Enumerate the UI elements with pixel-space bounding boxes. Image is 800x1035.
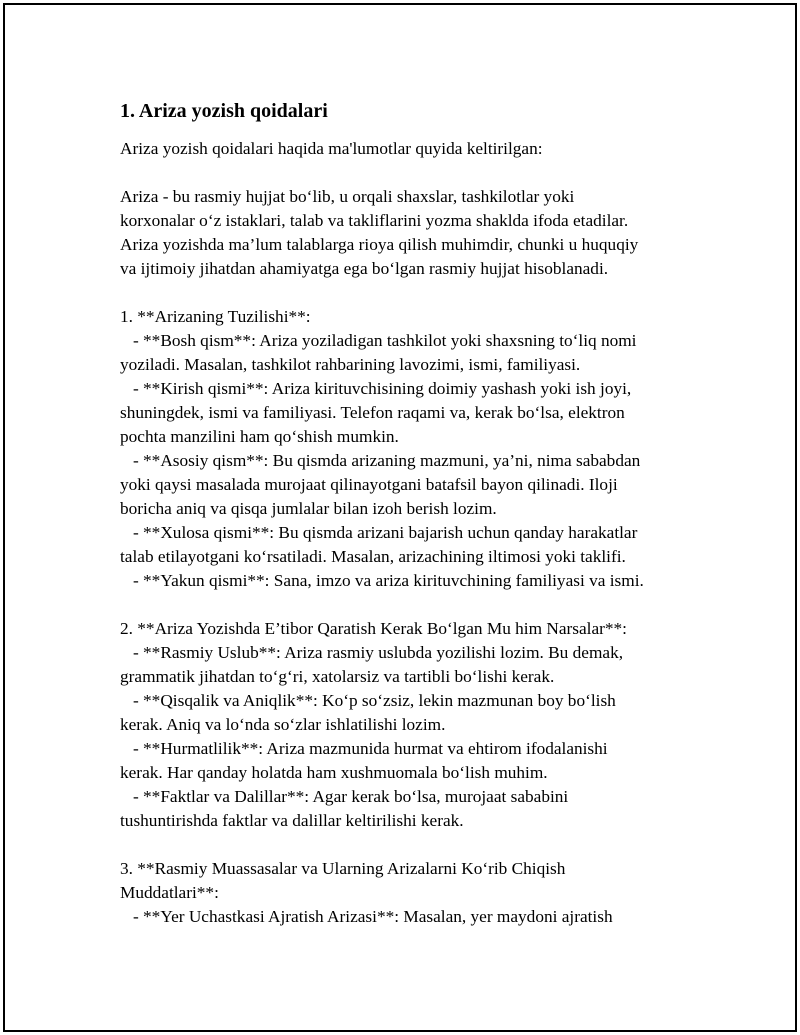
- body-line: - **Faktlar va Dalillar**: Agar kerak bo‘lsa, murojaat sababini: [120, 787, 569, 806]
- document-content: [120, 97, 700, 929]
- body-line: - **Asosiy qism**: Bu qismda arizaning mazmuni, ya’ni, nima sababdan: [120, 451, 641, 470]
- body-line: - **Xulosa qismi**: Bu qismda arizani bajarish uchun qanday harakatlar: [120, 523, 638, 542]
- body-line: - **Yer Uchastkasi Ajratish Arizasi**: Masalan, yer maydoni ajratish: [120, 907, 613, 926]
- document-body: [120, 161, 700, 929]
- body-line: - **Kirish qismi**: Ariza kirituvchisining doimiy yashash yoki ish joyi,: [120, 379, 632, 398]
- body-line: [120, 161, 700, 185]
- body-line: - **Qisqalik va Aniqlik**: Ko‘p so‘zsiz, lekin mazmunan boy bo‘lish: [120, 691, 616, 710]
- body-line: talab etilayotgani ko‘rsatiladi. Masalan, arizachining iltimosi yoki taklifi.: [120, 547, 626, 566]
- body-line: yoki qaysi masalada murojaat qilinayotgani batafsil bayon qilinadi. Iloji: [120, 475, 618, 494]
- body-line: - **Rasmiy Uslub**: Ariza rasmiy uslubda yozilishi lozim. Bu demak,: [120, 643, 624, 662]
- body-line: - **Hurmatlilik**: Ariza mazmunida hurmat va ehtirom ifodalanishi: [120, 739, 608, 758]
- body-line: pochta manzilini ham qo‘shish mumkin.: [120, 427, 399, 446]
- body-line: 2. **Ariza Yozishda E’tibor Qaratish Kerak Bo‘lgan Mu him Narsalar**:: [120, 619, 627, 638]
- body-line: 1. **Arizaning Tuzilishi**:: [120, 307, 311, 326]
- body-line: shuningdek, ismi va familiyasi. Telefon raqami va, kerak bo‘lsa, elektron: [120, 403, 625, 422]
- body-line: kerak. Aniq va lo‘nda so‘zlar ishlatilishi lozim.: [120, 715, 446, 734]
- body-line: [120, 281, 700, 305]
- body-line: 3. **Rasmiy Muassasalar va Ularning Arizalarni Ko‘rib Chiqish: [120, 859, 566, 878]
- body-line: boricha aniq va qisqa jumlalar bilan izoh berish lozim.: [120, 499, 497, 518]
- body-line: [120, 593, 700, 617]
- document-title: 1. Ariza yozish qoidalari: [120, 100, 328, 122]
- body-line: va ijtimoiy jihatdan ahamiyatga ega bo‘lgan rasmiy hujjat hisoblanadi.: [120, 259, 609, 278]
- intro-paragraph: Ariza yozish qoidalari haqida ma'lumotlar quyida keltirilgan:: [120, 139, 543, 158]
- body-line: kerak. Har qanday holatda ham xushmuomala bo‘lish muhim.: [120, 763, 548, 782]
- body-line: Ariza - bu rasmiy hujjat bo‘lib, u orqali shaxslar, tashkilotlar yoki: [120, 187, 575, 206]
- body-line: grammatik jihatdan to‘g‘ri, xatolarsiz va tartibli bo‘lishi kerak.: [120, 667, 555, 686]
- body-line: - **Yakun qismi**: Sana, imzo va ariza kirituvchining familiyasi va ismi.: [120, 571, 644, 590]
- body-line: yoziladi. Masalan, tashkilot rahbarining lavozimi, ismi, familiyasi.: [120, 355, 581, 374]
- body-line: tushuntirishda faktlar va dalillar keltirilishi kerak.: [120, 811, 464, 830]
- body-line: [120, 833, 700, 857]
- body-line: Muddatlari**:: [120, 883, 219, 902]
- body-line: korxonalar o‘z istaklari, talab va takliflarini yozma shaklda ifoda etadilar.: [120, 211, 629, 230]
- body-line: Ariza yozishda ma’lum talablarga rioya qilish muhimdir, chunki u huquqiy: [120, 235, 639, 254]
- body-line: - **Bosh qism**: Ariza yoziladigan tashkilot yoki shaxsning to‘liq nomi: [120, 331, 637, 350]
- page: [3, 3, 797, 1032]
